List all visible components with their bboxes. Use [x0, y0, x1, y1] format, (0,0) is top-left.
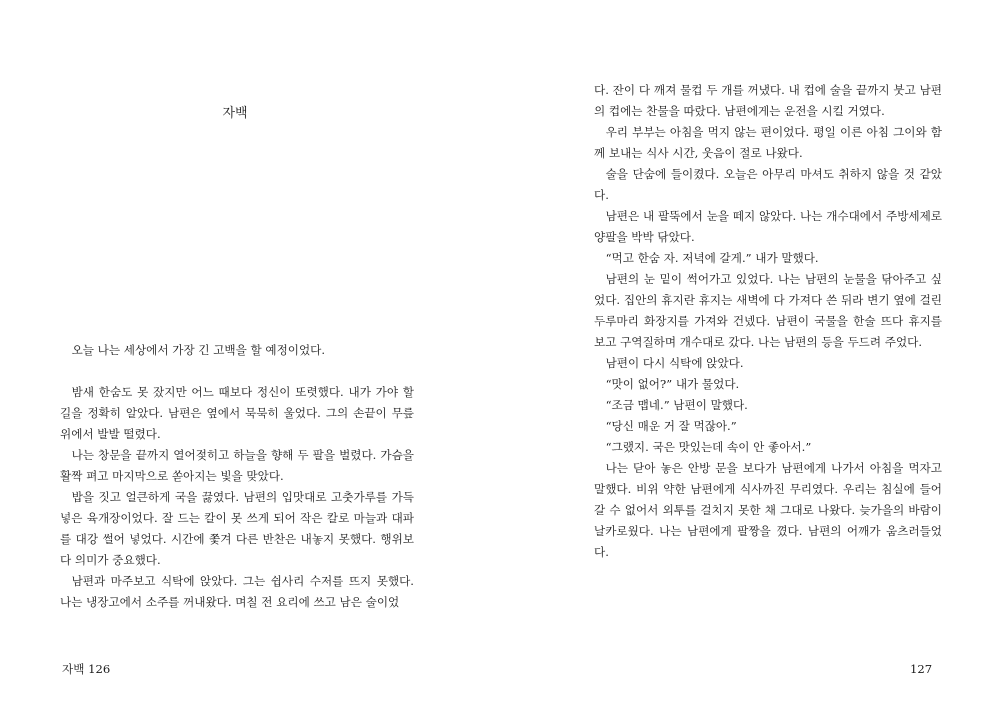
paragraph: 남편이 다시 식탁에 앉았다. — [605, 356, 744, 370]
chapter-title: 자백 — [222, 106, 248, 121]
right-page-number: 127 — [910, 662, 933, 676]
paragraph: 우리 부부는 아침을 먹지 않는 편이었다. 평일 이른 아침 그이와 함께 보내는 식사 시간, 웃음이 절로 나왔다. — [594, 125, 942, 160]
right-page-body — [594, 80, 942, 563]
right-page — [500, 0, 1000, 709]
paragraph: 남편은 내 팔뚝에서 눈을 떼지 않았다. 나는 개수대에서 주방세제로 양팔을 박박 닦았다. — [594, 209, 942, 244]
paragraph: “맛이 없어?” 내가 물었다. — [605, 377, 740, 391]
paragraph: 나는 닫아 놓은 안방 문을 보다가 남편에게 나가서 아침을 먹자고 말했다. 비위 약한 남편에게 식사까진 무리였다. 우리는 침실에 들어갈 수 없어서 외투를 걸치지 못한 채 그대로 나왔다. 늦가을의 바람이 날카로웠다. 나는 남편에게 팔짱을 꼈다. 남편의 어깨가 움츠러들었다. — [594, 461, 942, 559]
paragraph: 남편과 마주보고 식탁에 앉았다. 그는 쉽사리 수저를 뜨지 못했다. 나는 냉장고에서 소주를 꺼내왔다. 며칠 전 요리에 쓰고 남은 술이었 — [60, 574, 414, 609]
paragraph: 오늘 나는 세상에서 가장 긴 고백을 할 예정이었다. — [71, 343, 326, 357]
paragraph: “먹고 한숨 자. 저녁에 갈게.” 내가 말했다. — [605, 251, 819, 265]
left-page-number: 자백 126 — [62, 662, 111, 676]
paragraph: “당신 매운 거 잘 먹잖아.” — [605, 419, 737, 433]
paragraph: 남편의 눈 밑이 썩어가고 있었다. 나는 남편의 눈물을 닦아주고 싶었다. 집안의 휴지란 휴지는 새벽에 다 가져다 쓴 뒤라 변기 옆에 걸린 두루마리 화장지를 가져와 건넸다. 남편이 국물을 한술 뜨다 휴지를 보고 구역질하며 개수대로 갔다. 나는 남편의 등을 두드려 주었다. — [594, 272, 942, 349]
paragraph: 밥을 짓고 얼큰하게 국을 끓였다. 남편의 입맛대로 고춧가루를 가득 넣은 육개장이었다. 잘 드는 칼이 못 쓰게 되어 작은 칼로 마늘과 대파를 대강 썰어 넣었다. 시간에 쫓겨 다른 반찬은 내놓지 못했다. 행위보다 의미가 중요했다. — [60, 490, 414, 567]
paragraph: 나는 창문을 끝까지 열어젖히고 하늘을 향해 두 팔을 벌렸다. 가슴을 활짝 펴고 마지막으로 쏟아지는 빛을 맞았다. — [60, 448, 414, 483]
paragraph: “조금 맵네.” 남편이 말했다. — [605, 398, 748, 412]
paragraph: 다. 잔이 다 깨져 물컵 두 개를 꺼냈다. 내 컵에 술을 끝까지 붓고 남편의 컵에는 찬물을 따랐다. 남편에게는 운전을 시킬 거였다. — [594, 83, 942, 118]
paragraph: “그랬지. 국은 맛있는데 속이 안 좋아서.” — [605, 440, 812, 454]
paragraph: 술을 단숨에 들이켰다. 오늘은 아무리 마셔도 취하지 않을 것 같았다. — [594, 167, 942, 202]
paragraph: 밤새 한숨도 못 잤지만 어느 때보다 정신이 또렷했다. 내가 가야 할 길을 정확히 알았다. 남편은 옆에서 묵묵히 울었다. 그의 손끝이 무릎 위에서 발발 떨렸다. — [60, 385, 414, 441]
left-page-body — [60, 340, 414, 613]
